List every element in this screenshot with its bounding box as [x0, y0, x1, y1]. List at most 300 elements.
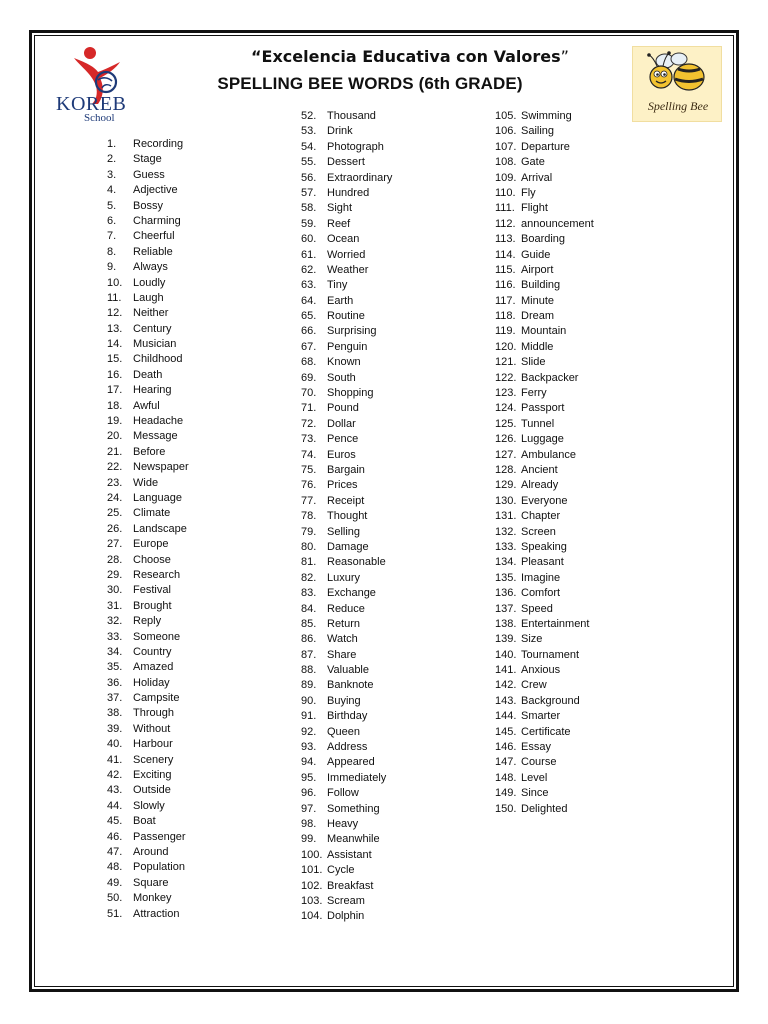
item-number: 149.: [495, 787, 517, 800]
item-number: 30.: [107, 584, 123, 597]
item-number: 23.: [107, 476, 123, 489]
list-item: [301, 248, 392, 263]
item-word: Flight: [521, 202, 548, 215]
list-item: [301, 448, 392, 463]
item-word: Charming: [133, 214, 181, 227]
list-item: [495, 602, 594, 617]
list-item: [107, 476, 189, 491]
item-number: 2.: [107, 153, 117, 166]
item-number: 102.: [301, 879, 323, 892]
list-item: [495, 309, 594, 324]
list-item: [107, 368, 189, 383]
list-item: [107, 414, 189, 429]
item-number: 108.: [495, 156, 517, 169]
item-number: 98.: [301, 817, 317, 830]
item-number: 47.: [107, 845, 123, 858]
item-number: 65.: [301, 310, 317, 323]
list-item: [107, 491, 189, 506]
list-item: [301, 432, 392, 447]
item-word: Research: [133, 568, 181, 581]
list-item: [107, 845, 189, 860]
item-word: Passenger: [133, 830, 186, 843]
list-item: [495, 771, 594, 786]
item-number: 136.: [495, 587, 517, 600]
item-number: 8.: [107, 245, 117, 258]
item-number: 49.: [107, 876, 123, 889]
item-number: 128.: [495, 463, 517, 476]
item-word: Earth: [327, 294, 354, 307]
item-word: Guide: [521, 248, 551, 261]
item-number: 93.: [301, 741, 317, 754]
list-item: [301, 155, 392, 170]
item-word: Bargain: [327, 463, 365, 476]
list-item: [107, 137, 189, 152]
item-word: Imagine: [521, 571, 561, 584]
item-word: Weather: [327, 263, 369, 276]
item-word: Assistant: [327, 848, 372, 861]
item-number: 40.: [107, 738, 123, 751]
list-item: [107, 245, 189, 260]
item-number: 142.: [495, 679, 517, 692]
item-word: Dollar: [327, 417, 356, 430]
item-number: 125.: [495, 417, 517, 430]
list-item: [301, 278, 392, 293]
item-word: Exchange: [327, 587, 376, 600]
item-word: Banknote: [327, 679, 374, 692]
item-word: Reliable: [133, 245, 173, 258]
list-item: [107, 199, 189, 214]
item-word: Reduce: [327, 602, 365, 615]
list-item: [107, 352, 189, 367]
item-number: 95.: [301, 771, 317, 784]
list-item: [107, 860, 189, 875]
item-word: Speed: [521, 602, 553, 615]
item-number: 112.: [495, 217, 516, 230]
item-word: Background: [521, 694, 580, 707]
item-number: 113.: [495, 233, 516, 246]
item-number: 117.: [495, 294, 516, 307]
item-word: Something: [327, 802, 380, 815]
list-item: [495, 648, 594, 663]
item-number: 44.: [107, 799, 123, 812]
item-number: 110.: [495, 186, 516, 199]
item-number: 145.: [495, 725, 517, 738]
item-number: 38.: [107, 707, 123, 720]
item-number: 141.: [495, 664, 517, 677]
item-word: Someone: [133, 630, 181, 643]
list-item: [107, 737, 189, 752]
list-item: [495, 140, 594, 155]
item-number: 87.: [301, 648, 317, 661]
item-number: 140.: [495, 648, 517, 661]
item-word: Sailing: [521, 125, 555, 138]
item-number: 146.: [495, 741, 517, 754]
list-item: [495, 663, 594, 678]
item-number: 21.: [107, 445, 123, 458]
item-number: 83.: [301, 587, 317, 600]
item-number: 101.: [301, 864, 323, 877]
item-word: Tournament: [521, 648, 580, 661]
item-number: 16.: [107, 368, 123, 381]
item-word: Known: [327, 356, 361, 369]
list-item: [107, 876, 189, 891]
list-item: [495, 432, 594, 447]
item-word: Follow: [327, 787, 359, 800]
list-item: [301, 386, 392, 401]
item-word: Share: [327, 648, 357, 661]
item-word: Ancient: [521, 463, 558, 476]
item-number: 33.: [107, 630, 123, 643]
list-item: [301, 171, 392, 186]
list-item: [301, 140, 392, 155]
item-word: Airport: [521, 263, 554, 276]
item-number: 62.: [301, 263, 317, 276]
item-word: Euros: [327, 448, 356, 461]
item-number: 18.: [107, 399, 123, 412]
item-number: 103.: [301, 894, 323, 907]
list-item: [495, 340, 594, 355]
list-item: [495, 525, 594, 540]
item-word: Passport: [521, 402, 565, 415]
item-number: 106.: [495, 125, 517, 138]
item-number: 32.: [107, 615, 123, 628]
item-word: Adjective: [133, 184, 178, 197]
item-word: Everyone: [521, 494, 568, 507]
item-number: 124.: [495, 402, 517, 415]
item-word: Landscape: [133, 522, 187, 535]
item-word: Slowly: [133, 799, 165, 812]
koreb-logo-text: KOREB: [56, 93, 127, 115]
item-word: Europe: [133, 538, 169, 551]
list-item: [301, 201, 392, 216]
list-item: [301, 771, 392, 786]
item-number: 48.: [107, 861, 123, 874]
list-item: [301, 540, 392, 555]
item-number: 59.: [301, 217, 317, 230]
item-number: 129.: [495, 479, 517, 492]
list-item: [107, 799, 189, 814]
item-number: 134.: [495, 556, 517, 569]
item-number: 12.: [107, 307, 123, 320]
list-item: [107, 706, 189, 721]
item-word: Middle: [521, 340, 554, 353]
list-item: [107, 891, 189, 906]
item-word: Ocean: [327, 233, 360, 246]
item-word: Hearing: [133, 384, 172, 397]
item-number: 20.: [107, 430, 123, 443]
item-word: Selling: [327, 525, 361, 538]
item-word: Childhood: [133, 353, 183, 366]
list-item: [107, 445, 189, 460]
item-number: 137.: [495, 602, 517, 615]
item-word: South: [327, 371, 356, 384]
item-number: 14.: [107, 338, 123, 351]
item-word: Country: [133, 645, 172, 658]
item-word: Speaking: [521, 540, 567, 553]
list-item: [107, 291, 189, 306]
item-word: Boat: [133, 815, 156, 828]
item-word: Exciting: [133, 769, 172, 782]
list-item: [301, 417, 392, 432]
item-word: Entertainment: [521, 617, 590, 630]
list-item: [301, 663, 392, 678]
item-word: Monkey: [133, 892, 172, 905]
item-number: 91.: [301, 710, 317, 723]
item-word: Routine: [327, 310, 365, 323]
list-item: [495, 248, 594, 263]
list-item: [107, 614, 189, 629]
item-number: 45.: [107, 815, 123, 828]
item-number: 6.: [107, 214, 117, 227]
item-word: Laugh: [133, 291, 164, 304]
list-item: [495, 124, 594, 139]
item-word: Smarter: [521, 710, 561, 723]
item-number: 25.: [107, 507, 123, 520]
item-number: 107.: [495, 140, 517, 153]
item-word: Outside: [133, 784, 171, 797]
item-number: 9.: [107, 261, 117, 274]
item-word: Around: [133, 845, 169, 858]
item-word: Prices: [327, 479, 358, 492]
item-number: 63.: [301, 279, 317, 292]
item-word: Gate: [521, 156, 545, 169]
item-word: Anxious: [521, 664, 561, 677]
school-motto: “Excelencia Educativa con Valores”: [251, 47, 569, 66]
spelling-bee-logo-text: Spelling Bee: [647, 99, 709, 113]
item-word: Musician: [133, 338, 177, 351]
list-item: [495, 478, 594, 493]
item-word: Certificate: [521, 725, 571, 738]
item-number: 78.: [301, 510, 317, 523]
item-word: Harbour: [133, 738, 173, 751]
item-word: Awful: [133, 399, 160, 412]
item-number: 50.: [107, 892, 123, 905]
item-word: Meanwhile: [327, 833, 380, 846]
item-word: Always: [133, 261, 168, 274]
item-number: 109.: [495, 171, 517, 184]
item-number: 121.: [495, 356, 517, 369]
list-item: [495, 417, 594, 432]
item-word: Luggage: [521, 433, 564, 446]
list-item: [495, 740, 594, 755]
item-number: 73.: [301, 433, 317, 446]
item-number: 74.: [301, 448, 317, 461]
item-number: 70.: [301, 387, 317, 400]
list-item: [107, 630, 189, 645]
item-word: Course: [521, 756, 557, 769]
item-number: 52.: [301, 110, 317, 122]
list-item: [301, 879, 392, 894]
item-number: 61.: [301, 248, 317, 261]
item-number: 64.: [301, 294, 317, 307]
list-item: [301, 709, 392, 724]
item-number: 46.: [107, 830, 123, 843]
item-number: 100.: [301, 848, 323, 861]
item-number: 56.: [301, 171, 317, 184]
list-item: [495, 586, 594, 601]
item-word: Level: [521, 771, 548, 784]
list-item: [301, 909, 392, 924]
list-item: [301, 832, 392, 847]
item-number: 126.: [495, 433, 517, 446]
list-item: [301, 232, 392, 247]
item-number: 120.: [495, 340, 517, 353]
item-word: Pound: [327, 402, 359, 415]
item-word: Sight: [327, 202, 353, 215]
list-item: [495, 555, 594, 570]
list-item: [107, 168, 189, 183]
list-item: [495, 186, 594, 201]
item-word: Damage: [327, 540, 369, 553]
list-item: [107, 783, 189, 798]
list-item: [495, 278, 594, 293]
item-number: 67.: [301, 340, 317, 353]
item-word: Birthday: [327, 710, 368, 723]
item-word: Festival: [133, 584, 171, 597]
item-number: 1.: [107, 138, 117, 150]
item-word: Worried: [327, 248, 366, 261]
item-word: Headache: [133, 415, 184, 428]
list-item: [301, 602, 392, 617]
item-number: 41.: [107, 753, 123, 766]
item-number: 36.: [107, 676, 123, 689]
item-number: 90.: [301, 694, 317, 707]
list-item: [107, 553, 189, 568]
item-number: 72.: [301, 417, 317, 430]
list-item: [495, 109, 594, 124]
item-word: Thousand: [327, 110, 376, 122]
list-item: [301, 694, 392, 709]
item-word: Luxury: [327, 571, 361, 584]
list-item: [495, 232, 594, 247]
item-word: Guess: [133, 168, 165, 181]
item-word: Population: [133, 861, 185, 874]
list-item: [107, 660, 189, 675]
item-word: Minute: [521, 294, 555, 307]
item-number: 99.: [301, 833, 317, 846]
list-item: [107, 568, 189, 583]
list-item: [301, 863, 392, 878]
item-word: Delighted: [521, 802, 568, 815]
item-number: 13.: [107, 322, 123, 335]
list-item: [107, 152, 189, 167]
list-item: [107, 383, 189, 398]
item-word: Arrival: [521, 171, 553, 184]
item-number: 147.: [495, 756, 517, 769]
item-word: Slide: [521, 356, 546, 369]
item-number: 132.: [495, 525, 517, 538]
bee-icon: [633, 47, 723, 99]
item-number: 11.: [107, 291, 122, 304]
item-word: Shopping: [327, 387, 374, 400]
item-word: Cheerful: [133, 230, 175, 243]
item-number: 118.: [495, 310, 516, 323]
item-word: Reasonable: [327, 556, 386, 569]
list-item: [301, 478, 392, 493]
list-item: [301, 124, 392, 139]
item-number: 92.: [301, 725, 317, 738]
list-item: [301, 678, 392, 693]
list-item: [107, 337, 189, 352]
item-number: 43.: [107, 784, 123, 797]
list-item: [107, 537, 189, 552]
list-item: [301, 509, 392, 524]
item-number: 89.: [301, 679, 317, 692]
item-word: Drink: [327, 125, 353, 138]
item-number: 27.: [107, 538, 123, 551]
list-item: [495, 755, 594, 770]
list-item: [301, 740, 392, 755]
item-number: 76.: [301, 479, 317, 492]
item-number: 51.: [107, 907, 123, 920]
item-word: Departure: [521, 140, 570, 153]
item-word: Thought: [327, 510, 368, 523]
item-number: 77.: [301, 494, 317, 507]
item-word: Dolphin: [327, 910, 365, 923]
item-number: 150.: [495, 802, 517, 815]
list-item: [495, 355, 594, 370]
item-number: 144.: [495, 710, 517, 723]
item-number: 135.: [495, 571, 517, 584]
item-word: Climate: [133, 507, 171, 520]
item-word: Penguin: [327, 340, 368, 353]
list-item: [495, 509, 594, 524]
list-item: [301, 586, 392, 601]
word-list-column-2: [301, 109, 392, 925]
item-word: Essay: [521, 741, 551, 754]
item-word: Recording: [133, 138, 184, 150]
item-number: 57.: [301, 186, 317, 199]
item-number: 37.: [107, 692, 123, 705]
item-number: 71.: [301, 402, 317, 415]
item-number: 35.: [107, 661, 123, 674]
item-number: 28.: [107, 553, 123, 566]
item-number: 119.: [495, 325, 516, 338]
item-word: Wide: [133, 476, 159, 489]
list-item: [495, 725, 594, 740]
item-number: 143.: [495, 694, 517, 707]
item-number: 24.: [107, 491, 123, 504]
item-word: Reef: [327, 217, 351, 230]
item-word: Loudly: [133, 276, 166, 289]
item-number: 10.: [107, 276, 123, 289]
item-word: Watch: [327, 633, 358, 646]
item-number: 26.: [107, 522, 123, 535]
list-item: [107, 306, 189, 321]
item-word: Backpacker: [521, 371, 579, 384]
item-number: 111.: [495, 202, 515, 215]
item-number: 97.: [301, 802, 317, 815]
item-number: 130.: [495, 494, 517, 507]
item-word: Choose: [133, 553, 171, 566]
list-item: [495, 678, 594, 693]
item-number: 7.: [107, 230, 117, 243]
word-list-column-3: [495, 109, 594, 817]
item-word: Photograph: [327, 140, 384, 153]
list-item: [495, 709, 594, 724]
list-item: [107, 907, 189, 922]
item-word: Pence: [327, 433, 359, 446]
list-item: [301, 324, 392, 339]
list-item: [301, 817, 392, 832]
item-word: Neither: [133, 307, 169, 320]
list-item: [301, 463, 392, 478]
list-item: [107, 722, 189, 737]
item-word: Pleasant: [521, 556, 564, 569]
item-word: Tiny: [327, 279, 348, 292]
item-word: Receipt: [327, 494, 365, 507]
item-word: Comfort: [521, 587, 561, 600]
